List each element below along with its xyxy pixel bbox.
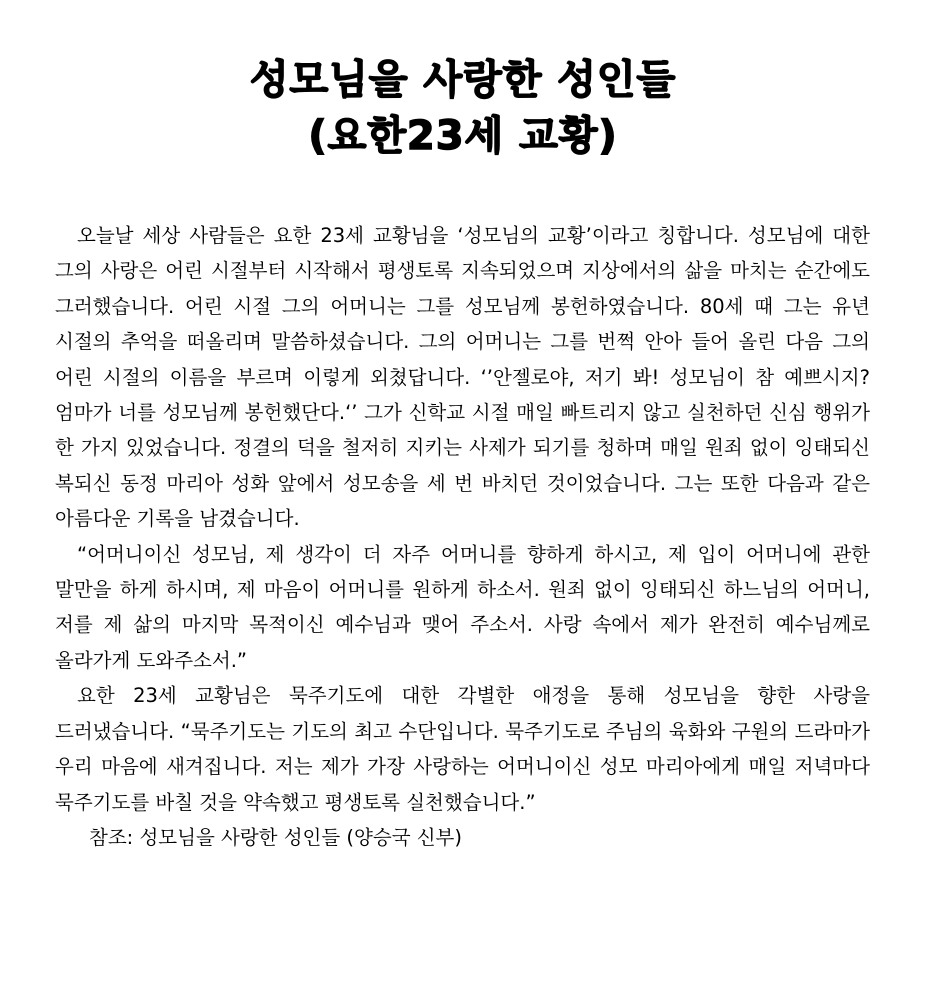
title-block [0,52,926,164]
paragraph-1: 오늘날 세상 사람들은 요한 23세 교황님을 ‘성모님의 교황’이라고 칭합니다. 성모님에 대한 그의 사랑은 어린 시절부터 시작해서 평생토록 지속되었으며 지상에서의 삶을 마치는 순간에도 그러했습니다. 어린 시절 그의 어머니는 그를 성모님께 봉헌하였습니다. 80세 때 그는 유년 시절의 추억을 떠올리며 말씀하셨습니다. 그의 어머니는 그를 번쩍 안아 들어 올린 다음 그의 어린 시절의 이름을 부르며 이렇게 외쳤답니다. ‘’안젤로야, 저기 봐! 성모님이 참 예쁘시지? 엄마가 너를 성모님께 봉헌했단다.‘’ 그가 신학교 시절 매일 빠트리지 않고 실천하던 신심 행위가 한 가지 있었습니다. 정결의 덕을 철저히 지키는 사제가 되기를 청하며 매일 원죄 없이 잉태되신 복되신 동정 마리아 성화 앞에서 성모송을 세 번 바치던 것이었습니다. 그는 또한 다음과 같은 아름다운 기록을 남겼습니다. [55,224,870,531]
page-subtitle: (요한23세 교황) [308,113,618,159]
paragraph-3: 요한 23세 교황님은 묵주기도에 대한 각별한 애정을 통해 성모님을 향한 사랑을 드러냈습니다. “묵주기도는 기도의 최고 수단입니다. 묵주기도로 주님의 육화와 구원의 드라마가 우리 마음에 새겨집니다. 저는 제가 가장 사랑하는 어머니이신 성모 마리아에게 매일 저녁마다 묵주기도를 바칠 것을 약속했고 평생토록 실천했습니다.” [55,684,870,814]
paragraph-2-quote: “어머니이신 성모님, 제 생각이 더 자주 어머니를 향하게 하시고, 제 입이 어머니에 관한 말만을 하게 하시며, 제 마음이 어머니를 원하게 하소서. 원죄 없이 잉태되신 하느님의 어머니, 저를 제 삶의 마지막 목적이신 예수님과 맺어 주소서. 사랑 속에서 제가 완전히 예수님께로 올라가게 도와주소서.” [55,542,870,672]
article-body [55,218,870,855]
page-title: 성모님을 사랑한 성인들 [249,57,677,103]
reference-note: 참조: 성모님을 사랑한 성인들 (양승국 신부) [89,825,463,849]
